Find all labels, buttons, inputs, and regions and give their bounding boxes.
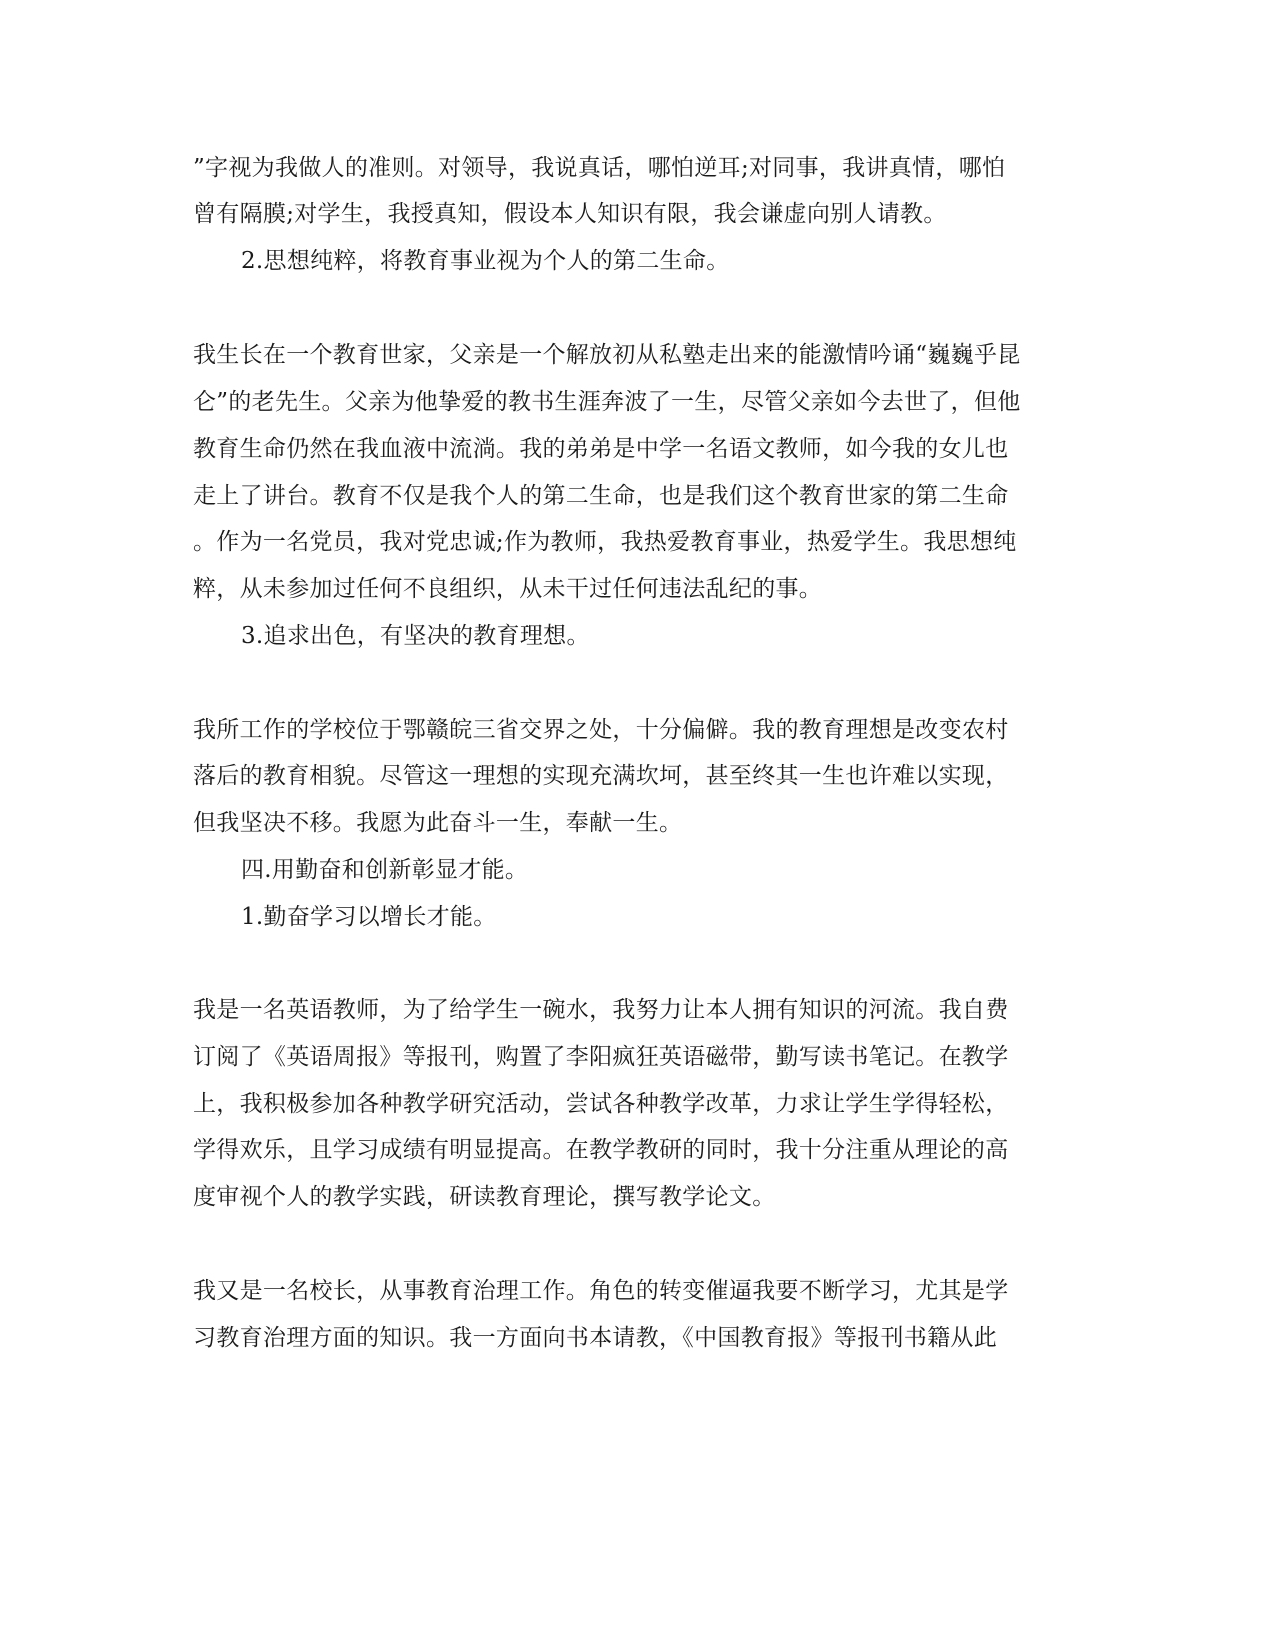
text-line: 仑”的老先生。父亲为他挚爱的教书生涯奔波了一生，尽管父亲如今去世了，但他 — [193, 389, 1021, 415]
list-heading: 2.思想纯粹，将教育事业视为个人的第二生命。 — [241, 248, 730, 274]
text-line: ”字视为我做人的准则。对领导，我说真话，哪怕逆耳;对同事，我讲真情，哪怕 — [193, 155, 1006, 181]
text-line: 走上了讲台。教育不仅是我个人的第二生命，也是我们这个教育世家的第二生命 — [193, 483, 1009, 509]
text-line: 我是一名英语教师，为了给学生一碗水，我努力让本人拥有知识的河流。我自费 — [193, 997, 1009, 1023]
text-line: 。作为一名党员，我对党忠诚;作为教师，我热爱教育事业，热爱学生。我思想纯 — [193, 529, 1017, 555]
text-line: 度审视个人的教学实践，研读教育理论，撰写教学论文。 — [193, 1184, 776, 1210]
text-line: 我又是一名校长，从事教育治理工作。角色的转变催逼我要不断学习，尤其是学 — [193, 1278, 1009, 1304]
text-line: 我所工作的学校位于鄂赣皖三省交界之处，十分偏僻。我的教育理想是改变农村 — [193, 717, 1009, 743]
text-line: 曾有隔膜;对学生，我授真知，假设本人知识有限，我会谦虚向别人请教。 — [193, 201, 947, 227]
text-line: 我生长在一个教育世家，父亲是一个解放初从私塾走出来的能激情吟诵“巍巍乎昆 — [193, 342, 1021, 368]
text-line: 落后的教育相貌。尽管这一理想的实现充满坎坷，甚至终其一生也许难以实现， — [193, 763, 1009, 789]
list-heading: 1.勤奋学习以增长才能。 — [241, 904, 497, 930]
text-line: 粹，从未参加过任何不良组织，从未干过任何违法乱纪的事。 — [193, 576, 823, 602]
text-line: 但我坚决不移。我愿为此奋斗一生，奉献一生。 — [193, 810, 683, 836]
section-heading: 四.用勤奋和创新彰显才能。 — [241, 857, 529, 883]
text-line: 习教育治理方面的知识。我一方面向书本请教，《中国教育报》等报刊书籍从此 — [193, 1325, 997, 1351]
text-line: 上，我积极参加各种教学研究活动，尝试各种教学改革，力求让学生学得轻松， — [193, 1091, 1009, 1117]
text-line: 订阅了《英语周报》等报刊，购置了李阳疯狂英语磁带，勤写读书笔记。在教学 — [193, 1044, 1009, 1070]
text-line: 教育生命仍然在我血液中流淌。我的弟弟是中学一名语文教师，如今我的女儿也 — [193, 436, 1009, 462]
list-heading: 3.追求出色，有坚决的教育理想。 — [241, 623, 590, 649]
text-line: 学得欢乐，且学习成绩有明显提高。在教学教研的同时，我十分注重从理论的高 — [193, 1137, 1009, 1163]
